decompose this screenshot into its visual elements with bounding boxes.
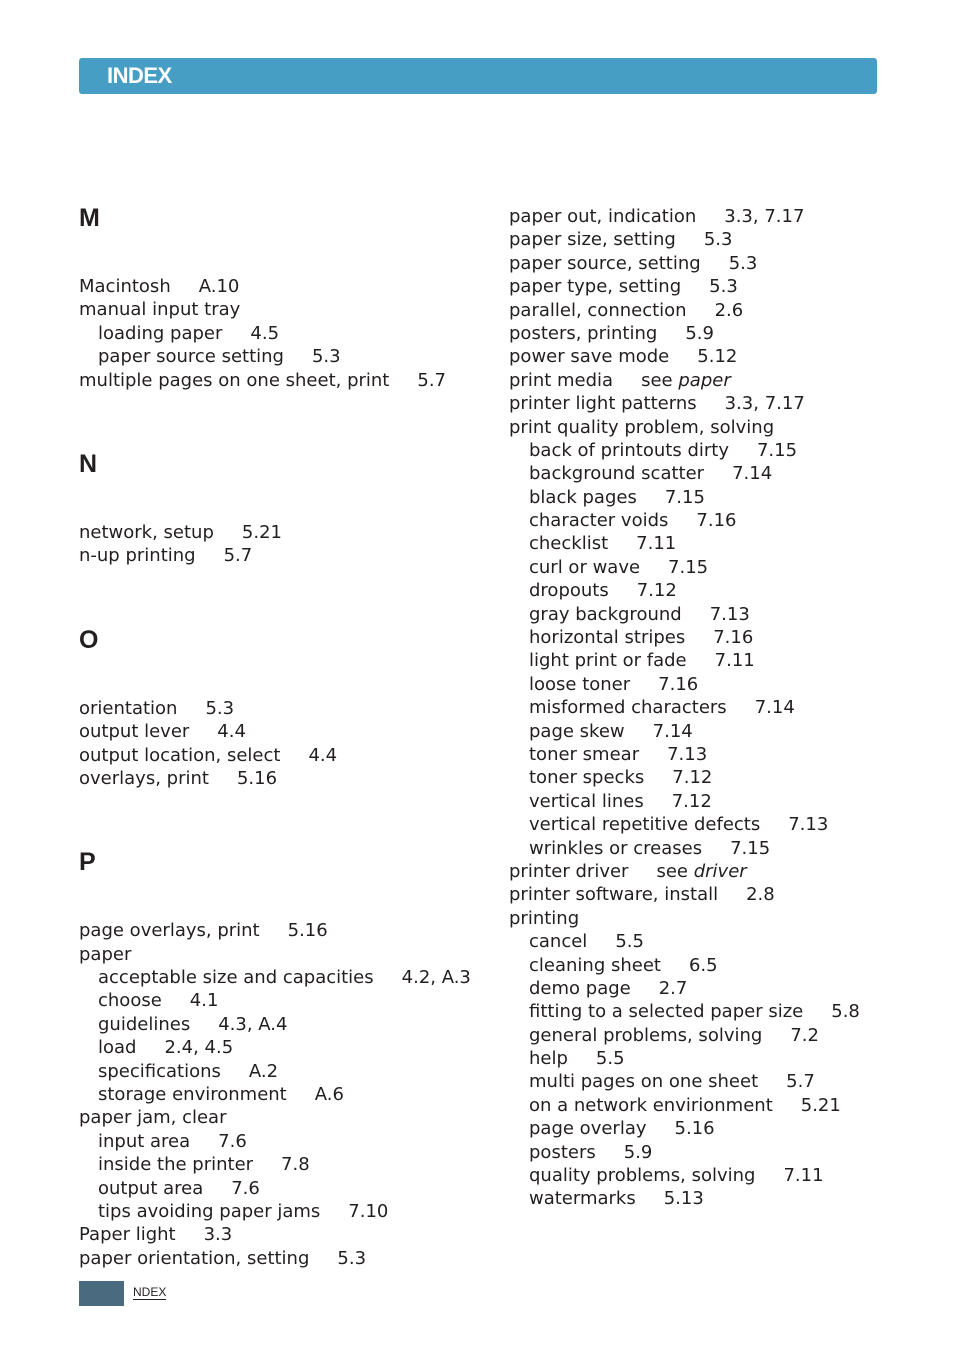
index-term: output area [98,1177,204,1199]
index-entry [79,298,479,321]
index-subentry [509,1164,909,1187]
index-subentry [509,813,909,836]
index-term: paper size, setting [509,229,676,251]
index-term: printer driver [509,860,629,882]
index-term: quality problems, solving [529,1165,756,1187]
index-entry [509,369,909,392]
index-entry [79,919,479,942]
index-subentry [509,509,909,532]
index-subentry [509,720,909,743]
index-term: paper type, setting [509,276,682,298]
page-reference: 3.3 [203,1224,233,1246]
section-spacer [79,568,479,625]
page-reference: 5.13 [663,1188,704,1210]
index-term: printer light patterns [509,393,697,415]
page-reference: 2.4, 4.5 [164,1037,234,1059]
page-reference: 4.2, A.3 [401,967,471,989]
page-reference: 5.7 [223,545,253,567]
index-term: storage environment [98,1084,287,1106]
page-reference: 7.16 [658,673,699,695]
index-subentry [509,837,909,860]
see-target: driver [693,860,747,882]
index-entry [79,544,479,567]
index-term: fitting to a selected paper size [529,1001,804,1023]
index-subentry [79,345,479,368]
index-entry [79,1223,479,1246]
index-subentry [509,486,909,509]
index-term: Macintosh [79,276,171,297]
index-subentry [79,1013,479,1036]
index-subentry [509,1070,909,1093]
page-reference: 7.11 [714,650,755,672]
page-reference: 7.15 [756,439,798,461]
index-term: print quality problem, solving [509,416,775,438]
index-term: inside the printer [98,1154,254,1176]
page-reference: 4.5 [250,322,280,344]
index-entry [79,697,479,720]
index-term: loose toner [529,673,631,695]
page-reference: 7.15 [730,837,771,859]
page-reference: 5.5 [615,931,644,953]
index-term: acceptable size and capacities [98,967,374,989]
page-reference: 7.16 [696,510,737,532]
index-term: choose [98,990,162,1012]
page-reference: 7.13 [788,814,829,836]
index-term: misformed characters [529,697,727,719]
page-reference: 7.12 [671,790,712,812]
index-entry [509,345,909,368]
page-reference: 5.12 [697,346,738,368]
index-entry [509,883,909,906]
page-reference: 5.3 [709,276,738,298]
index-term: vertical repetitive defects [529,814,761,836]
index-subentry [79,1200,479,1223]
page-reference: 7.15 [664,486,705,508]
index-subentry [509,1024,909,1047]
index-term: horizontal stripes [529,627,686,649]
section-spacer [79,877,479,919]
index-term: page skew [529,720,625,742]
index-term: dropouts [529,580,609,602]
index-term: multiple pages on one sheet, print [79,369,390,391]
index-term: orientation [79,697,178,719]
page-reference: 7.14 [652,720,693,742]
index-term: paper orientation, setting [79,1247,310,1269]
index-subentry [509,696,909,719]
index-term: toner specks [529,767,645,789]
index-entry [509,205,909,228]
page-reference: A.6 [314,1084,344,1106]
page-reference: 5.3 [703,229,733,251]
index-term: page overlays, print [79,920,260,942]
page-reference: 7.11 [783,1165,824,1187]
section-spacer [79,790,479,847]
index-term: checklist [529,533,609,555]
index-term: demo page [529,977,631,999]
index-subentry [509,743,909,766]
index-term: paper source, setting [509,252,701,274]
index-subentry [509,649,909,672]
index-entry [79,1247,479,1270]
page-reference: 2.8 [746,884,775,906]
index-subentry [509,790,909,813]
footer-page-block [79,1281,124,1306]
page-reference: A.2 [248,1060,279,1082]
index-subentry [79,989,479,1012]
index-term: printer software, install [509,884,719,906]
index-entry [509,275,909,298]
page-reference: 4.4 [308,744,338,766]
index-subentry [509,673,909,696]
index-entry [509,299,909,322]
index-subentry [79,1083,479,1106]
footer-label: NDEX [133,1285,167,1299]
index-entry [509,252,909,275]
page-reference: 5.3 [337,1247,367,1269]
index-subentry [509,1047,909,1070]
index-term: cleaning sheet [529,954,661,976]
index-term: paper out, indication [509,206,697,227]
index-term: toner smear [529,743,640,765]
page-reference: 5.7 [417,369,447,391]
page-reference: 5.21 [800,1094,841,1116]
index-term: on a network envirionment [529,1094,773,1116]
index-term: specifications [98,1060,221,1082]
page-reference: 5.9 [623,1141,653,1163]
index-subentry [509,766,909,789]
index-term: output lever [79,721,190,743]
index-entry [79,744,479,767]
index-term: power save mode [509,346,670,368]
index-term: cancel [529,931,588,953]
index-subentry [509,954,909,977]
page-reference: 7.8 [281,1154,310,1176]
page-reference: 5.3 [311,346,341,368]
index-entry [79,943,479,966]
page-reference: 5.21 [241,521,282,543]
right-index-column [509,205,909,1211]
page-reference: 7.12 [636,580,677,602]
page-reference: 7.2 [790,1024,819,1046]
page-reference: 5.5 [595,1048,625,1070]
index-entry [509,322,909,345]
see-reference [641,369,731,392]
index-entry [509,392,909,415]
section-spacer [79,233,479,275]
page-reference: 5.9 [685,322,714,344]
index-term: tips avoiding paper jams [98,1200,321,1222]
index-entry [509,416,909,439]
index-term: page overlay [529,1118,647,1140]
index-subentry [509,556,909,579]
index-term: vertical lines [529,790,644,812]
index-term: posters, printing [509,322,658,344]
index-subentry [509,532,909,555]
page-reference: 7.14 [732,463,773,485]
index-subentry [509,977,909,1000]
see-prefix: see [641,369,673,391]
page-reference: 7.13 [709,603,750,625]
section-letter: P [79,848,96,877]
index-subentry [79,1153,479,1176]
index-term: print media [509,369,614,391]
section-letter: M [79,204,100,232]
index-entry [79,1106,479,1129]
page-reference: 2.7 [658,977,688,999]
page-reference: 3.3, 7.17 [724,393,805,415]
index-subentry [509,439,909,462]
page-reference: 4.3, A.4 [218,1013,288,1035]
index-term: help [529,1048,568,1070]
index-term: loading paper [98,322,223,344]
left-index-column [79,203,479,1270]
page-title: INDEX [107,63,172,88]
index-term: general problems, solving [529,1024,763,1046]
index-subentry [509,1187,909,1210]
index-entry [509,907,909,930]
page-reference: 4.4 [217,721,246,743]
index-term: watermarks [529,1188,636,1210]
index-subentry [79,322,479,345]
index-term: gray background [529,603,682,625]
index-term: load [98,1037,137,1059]
index-subentry [509,1117,909,1140]
page-reference: 3.3, 7.17 [724,206,805,227]
page-reference: A.10 [198,276,240,297]
section-letter: O [79,625,99,654]
index-term: overlays, print [79,767,209,789]
index-subentry [79,1060,479,1083]
index-subentry [79,966,479,989]
index-term: paper jam, clear [79,1107,227,1129]
index-entry [509,860,909,883]
index-entry [79,369,479,392]
index-subentry [509,603,909,626]
index-entry [79,521,479,544]
index-term: black pages [529,486,637,508]
page-reference: 7.10 [348,1200,389,1222]
section-letter: N [79,449,98,478]
index-subentry [79,1130,479,1153]
index-subentry [509,1094,909,1117]
see-target: paper [678,369,731,391]
index-subentry [509,1141,909,1164]
page-reference: 5.16 [674,1118,715,1140]
index-subentry [509,1000,909,1023]
page-reference: 5.3 [205,697,235,719]
page-reference: 7.16 [713,627,754,649]
index-subentry [509,626,909,649]
index-term: input area [98,1130,191,1152]
index-subentry [509,930,909,953]
index-term: posters [529,1141,596,1163]
index-term: Paper light [79,1224,176,1246]
index-term: paper [79,943,132,965]
page-reference: 7.13 [667,743,708,765]
page-reference: 5.8 [831,1001,860,1023]
index-subentry [509,462,909,485]
page-reference: 7.15 [668,556,709,578]
index-term: wrinkles or creases [529,837,703,859]
page-reference: 7.12 [672,767,713,789]
section-spacer [79,479,479,521]
index-subentry [79,1177,479,1200]
section-spacer [79,655,479,697]
index-term: character voids [529,510,669,532]
index-header-bar [79,58,877,94]
see-reference [656,860,746,883]
page-reference: 7.6 [231,1177,260,1199]
page-reference: 7.11 [636,533,677,555]
see-prefix: see [656,860,688,882]
index-term: multi pages on one sheet [529,1071,759,1093]
page-reference: 4.1 [189,990,219,1012]
page-reference: 5.16 [236,767,278,789]
page-reference: 2.6 [714,299,744,321]
index-entry [79,767,479,790]
index-entry [509,228,909,251]
index-term: parallel, connection [509,299,687,321]
index-term: guidelines [98,1013,191,1035]
index-term: network, setup [79,521,214,543]
index-term: paper source setting [98,346,284,368]
page-reference: 7.6 [218,1130,247,1152]
index-term: light print or fade [529,650,687,672]
index-term: curl or wave [529,556,641,578]
index-term: n-up printing [79,545,196,567]
page-reference: 6.5 [688,954,718,976]
page-reference: 5.3 [728,252,758,274]
index-term: printing [509,907,580,929]
section-spacer [79,392,479,449]
index-term: output location, select [79,744,281,766]
index-entry [79,275,479,298]
page-reference: 5.7 [786,1071,815,1093]
page-reference: 5.16 [287,920,328,942]
index-entry [79,720,479,743]
index-term: background scatter [529,463,705,485]
index-term: back of printouts dirty [529,439,729,461]
index-term: manual input tray [79,299,241,321]
index-subentry [79,1036,479,1059]
index-subentry [509,579,909,602]
page-reference: 7.14 [754,697,795,719]
